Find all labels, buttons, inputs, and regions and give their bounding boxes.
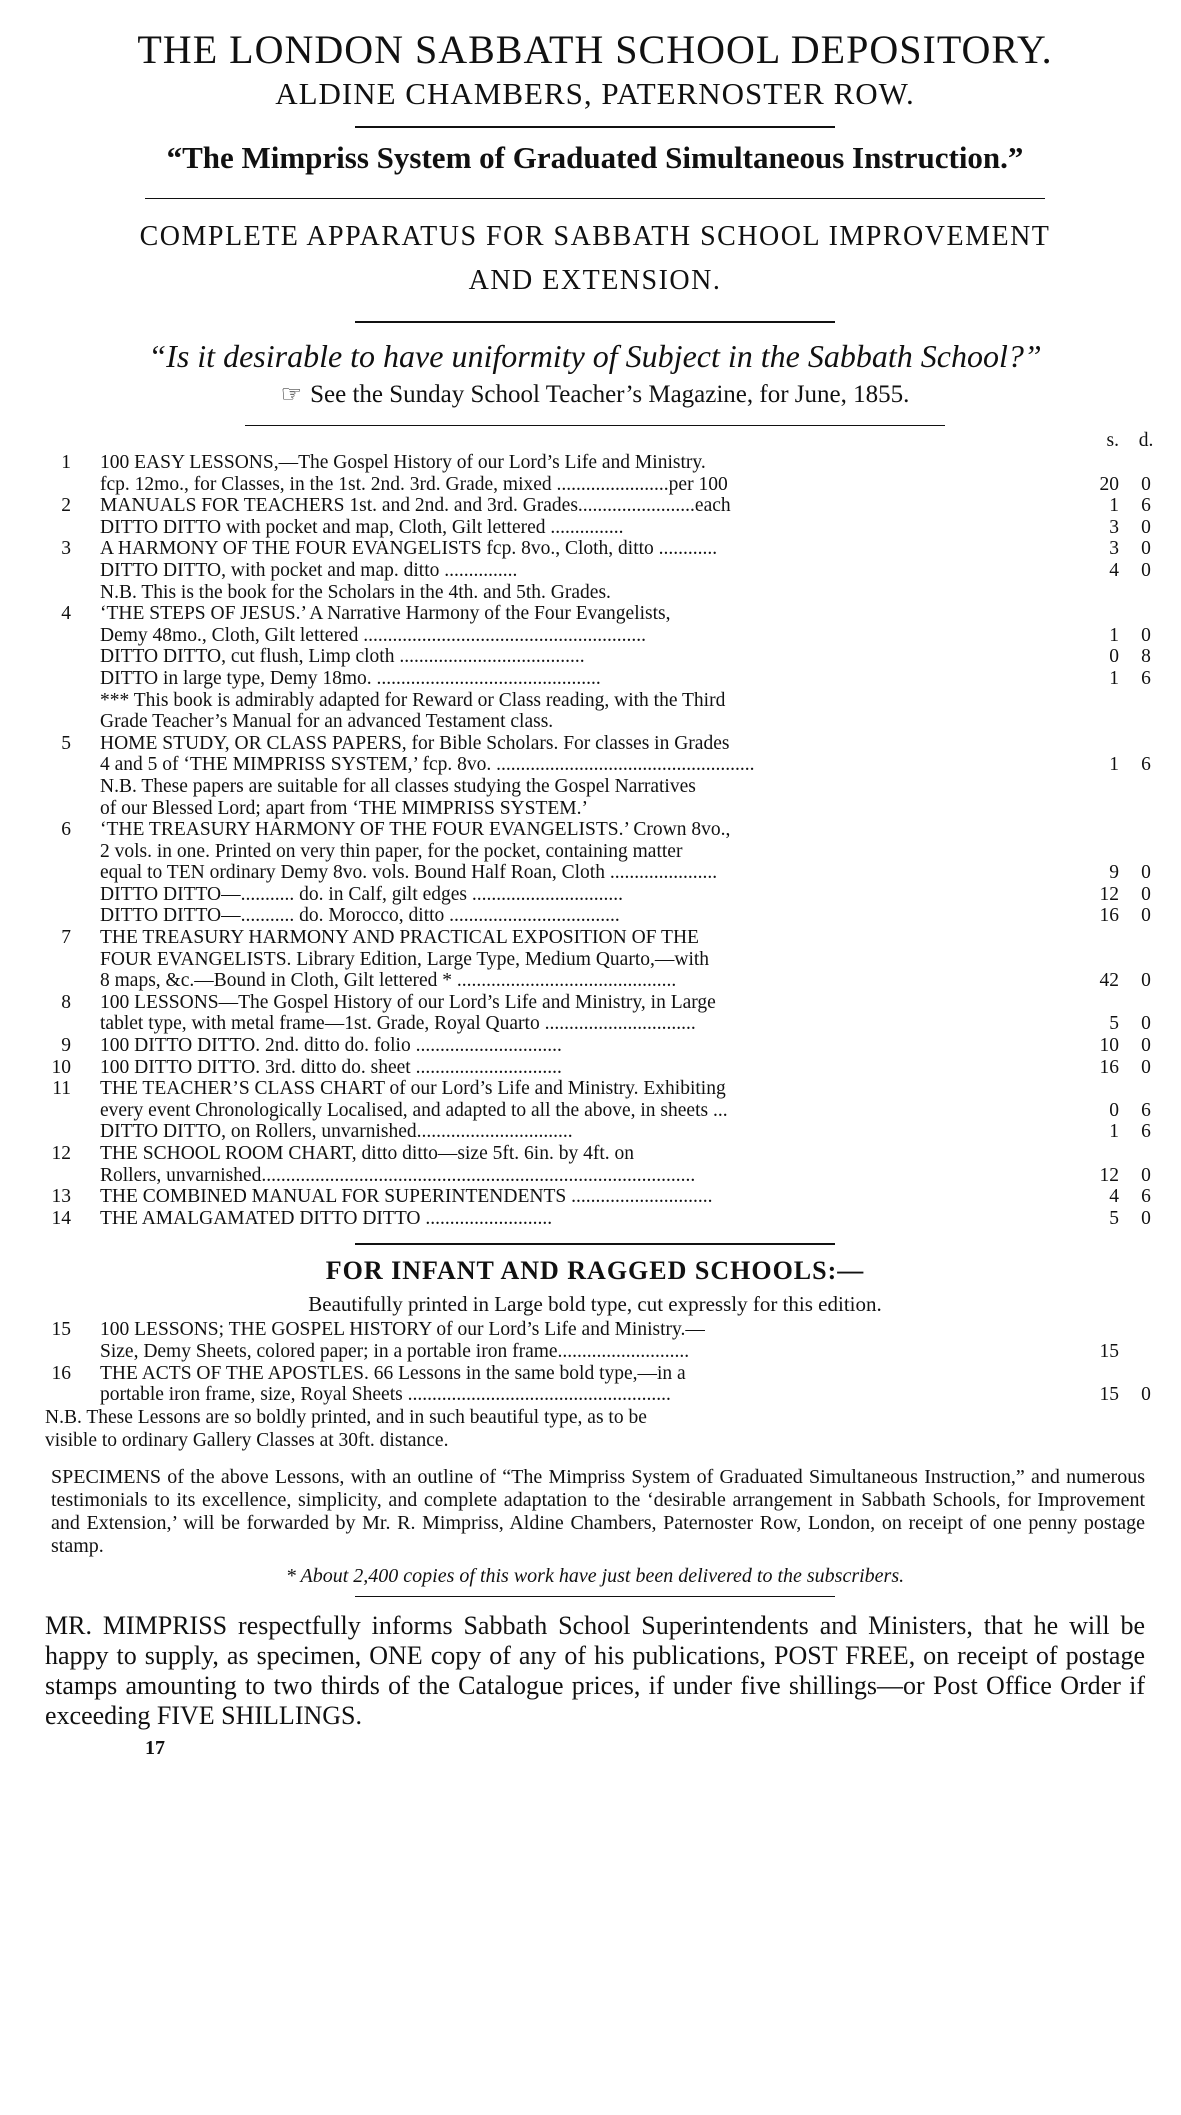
- catalogue-row: [45, 1013, 1151, 1035]
- row-description: 100 EASY LESSONS,—The Gospel History of our Lord’s Life and Ministry.: [100, 452, 706, 473]
- row-description: Size, Demy Sheets, colored paper; in a portable iron frame...........................: [100, 1340, 690, 1362]
- row-shillings: 12: [1099, 1164, 1119, 1186]
- row-description: 100 LESSONS; THE GOSPEL HISTORY of our Lord’s Life and Ministry.—: [100, 1319, 705, 1341]
- row-description: N.B. These papers are suitable for all classes studying the Gospel Narratives: [100, 775, 696, 797]
- row-pence: 8: [1141, 646, 1151, 668]
- catalogue-row: [45, 862, 1151, 884]
- row-description: 100 DITTO DITTO. 3rd. ditto do. sheet ..............................: [100, 1056, 562, 1078]
- row-description: MANUALS FOR TEACHERS 1st. and 2nd. and 3rd. Grades........................each: [100, 495, 731, 517]
- row-description: DITTO DITTO, cut flush, Limp cloth ......................................: [100, 646, 585, 668]
- row-pence: 0: [1141, 905, 1151, 927]
- row-shillings: 10: [1099, 1035, 1119, 1057]
- catalogue-row: [45, 992, 1145, 1014]
- catalogue-row: [45, 970, 1151, 992]
- row-shillings: 3: [1109, 516, 1119, 538]
- catalogue-row: [45, 667, 1151, 690]
- row-number: 15: [51, 1319, 71, 1341]
- row-description: every event Chronologically Localised, and adapted to all the above, in sheets ...: [100, 1099, 728, 1121]
- row-number: 13: [51, 1186, 71, 1208]
- catalogue-row: [45, 841, 1145, 863]
- catalogue-row: [45, 798, 1145, 820]
- row-number: 4: [61, 603, 71, 625]
- row-pence: 6: [1141, 1121, 1151, 1143]
- price-column-header: [45, 430, 1154, 452]
- page-title: THE LONDON SABBATH SCHOOL DEPOSITORY.: [137, 27, 1053, 72]
- catalogue-row: [45, 452, 1145, 474]
- pence-header: d.: [1138, 430, 1154, 451]
- infant-schools-heading: FOR INFANT AND RAGGED SCHOOLS:—: [325, 1256, 865, 1286]
- apparatus-line-1: COMPLETE APPARATUS FOR SABBATH SCHOOL IMPROVEMENT: [139, 221, 1051, 252]
- row-description: 4 and 5 of ‘THE MIMPRISS SYSTEM,’ fcp. 8vo. .....................................................: [100, 754, 755, 776]
- catalogue-row: [45, 776, 1145, 798]
- row-description: N.B. This is the book for the Scholars in the 4th. and 5th. Grades.: [100, 581, 611, 603]
- row-shillings: 1: [1109, 754, 1119, 776]
- row-shillings: 15: [1099, 1384, 1119, 1406]
- row-pence: 6: [1141, 667, 1151, 689]
- row-description: THE TEACHER’S CLASS CHART of our Lord’s Life and Ministry. Exhibiting: [100, 1078, 726, 1100]
- row-shillings: 5: [1109, 1013, 1119, 1035]
- row-pence: 0: [1141, 970, 1151, 992]
- row-description: A HARMONY OF THE FOUR EVANGELISTS fcp. 8vo., Cloth, ditto ............: [100, 538, 718, 560]
- catalogue-row: [45, 1341, 1145, 1363]
- row-description: FOUR EVANGELISTS. Library Edition, Large Type, Medium Quarto,—with: [100, 948, 710, 970]
- row-description: THE SCHOOL ROOM CHART, ditto ditto—size 5ft. 6in. by 4ft. on: [100, 1143, 634, 1164]
- catalogue-row: [45, 1035, 1151, 1057]
- row-shillings: 1: [1109, 495, 1119, 517]
- divider: [245, 425, 945, 426]
- catalogue-row: [45, 1164, 1151, 1187]
- row-description: 100 DITTO DITTO. 2nd. ditto do. folio ..............................: [100, 1035, 562, 1057]
- apparatus-line-2: AND EXTENSION.: [468, 265, 722, 296]
- row-shillings: 0: [1109, 646, 1119, 668]
- divider: [355, 126, 835, 128]
- copies-note: * About 2,400 copies of this work have just been delivered to the subscribers.: [285, 1564, 905, 1587]
- row-number: 7: [61, 927, 71, 949]
- catalogue-row: [45, 1363, 1145, 1385]
- address-line: ALDINE CHAMBERS, PATERNOSTER ROW.: [275, 76, 915, 111]
- row-number: 9: [61, 1035, 71, 1057]
- row-description: Grade Teacher’s Manual for an advanced Testament class.: [100, 711, 554, 733]
- row-shillings: 4: [1109, 1186, 1119, 1208]
- row-description: *** This book is admirably adapted for Reward or Class reading, with the Third: [100, 689, 726, 711]
- row-pence: 0: [1141, 1384, 1151, 1406]
- catalogue-row: [45, 559, 1151, 582]
- row-number: 11: [52, 1078, 71, 1100]
- see-magazine-text: See the Sunday School Teacher’s Magazine, for June, 1855.: [310, 381, 910, 408]
- shillings-header: s.: [1106, 430, 1119, 451]
- row-shillings: 12: [1099, 883, 1119, 905]
- row-description: DITTO DITTO—........... do. Morocco, ditto ...................................: [100, 905, 620, 927]
- row-description: 2 vols. in one. Printed on very thin paper, for the pocket, containing matter: [100, 840, 683, 862]
- row-shillings: 20: [1099, 473, 1119, 495]
- catalogue-row: [45, 1078, 1145, 1100]
- catalogue-row: [45, 733, 1145, 755]
- catalogue-row: [45, 754, 1151, 776]
- row-shillings: 9: [1109, 862, 1119, 884]
- catalogue-row: [45, 819, 1145, 841]
- catalogue-row: [45, 949, 1145, 971]
- closing-notice: MR. MIMPRISS respectfully informs Sabbath School Superintendents and Ministers, that he will be happy to supply, as specimen, ONE copy of any of his publications, POST FREE, on receipt of postage stamps amounting to two thirds of the Catalogue prices, if under five shillings—or Post Office Order if exceeding FIVE SHILLINGS.: [45, 1610, 1145, 1730]
- row-pence: 0: [1141, 1056, 1151, 1078]
- catalogue-row: [45, 883, 1151, 906]
- row-pence: 0: [1141, 1013, 1151, 1035]
- row-description: Demy 48mo., Cloth, Gilt lettered ..........................................................: [100, 624, 646, 646]
- row-pence: 0: [1141, 1035, 1151, 1057]
- row-shillings: 3: [1109, 538, 1119, 560]
- catalogue-row: [45, 690, 1145, 712]
- catalogue-row: [45, 624, 1151, 647]
- row-shillings: 16: [1099, 905, 1119, 927]
- row-description: tablet type, with metal frame—1st. Grade, Royal Quarto ...............................: [100, 1013, 696, 1035]
- row-number: 8: [61, 991, 71, 1013]
- row-number: 16: [51, 1362, 71, 1384]
- catalogue-page: [45, 20, 1154, 1760]
- row-shillings: 16: [1099, 1056, 1119, 1078]
- row-pence: 0: [1141, 516, 1151, 538]
- divider: [355, 1596, 835, 1597]
- infant-price-list: [45, 1319, 1151, 1406]
- catalogue-row: [45, 495, 1151, 517]
- row-description: HOME STUDY, OR CLASS PAPERS, for Bible Scholars. For classes in Grades: [100, 732, 730, 754]
- infant-nb-line-2: visible to ordinary Gallery Classes at 30ft. distance.: [45, 1429, 449, 1451]
- row-pence: 6: [1141, 1186, 1151, 1208]
- infant-nb-line-1: N.B. These Lessons are so boldly printed, and in such beautiful type, as to be: [45, 1406, 647, 1428]
- row-description: equal to TEN ordinary Demy 8vo. vols. Bound Half Roan, Cloth ......................: [100, 862, 718, 884]
- divider: [145, 198, 1045, 199]
- row-description: of our Blessed Lord; apart from ‘THE MIMPRISS SYSTEM.’: [100, 797, 589, 819]
- price-list-rows: [45, 452, 1151, 1229]
- row-description: THE TREASURY HARMONY AND PRACTICAL EXPOSITION OF THE: [100, 927, 699, 949]
- pointing-hand-icon: ☞: [280, 382, 303, 408]
- catalogue-row: [45, 1207, 1151, 1230]
- row-description: 8 maps, &c.—Bound in Cloth, Gilt lettered * .............................................: [100, 970, 677, 992]
- row-description: DITTO DITTO with pocket and map, Cloth, Gilt lettered ...............: [100, 516, 624, 538]
- row-pence: 0: [1141, 538, 1151, 560]
- catalogue-row: [45, 538, 1151, 560]
- row-number: 12: [51, 1143, 71, 1164]
- row-number: 6: [61, 819, 71, 841]
- row-pence: 0: [1141, 624, 1151, 646]
- row-description: THE ACTS OF THE APOSTLES. 66 Lessons in the same bold type,—in a: [100, 1362, 686, 1384]
- system-tagline: “The Mimpriss System of Graduated Simultaneous Instruction.”: [166, 140, 1024, 175]
- row-number: 14: [51, 1207, 71, 1229]
- price-list: [45, 430, 1154, 1229]
- row-description: ‘THE STEPS OF JESUS.’ A Narrative Harmony of the Four Evangelists,: [100, 603, 671, 625]
- catalogue-row: [45, 927, 1145, 949]
- row-shillings: 42: [1099, 970, 1119, 992]
- catalogue-row: [45, 646, 1151, 668]
- catalogue-row: [45, 582, 1145, 604]
- page-number: 17: [145, 1736, 165, 1759]
- catalogue-row: [45, 1056, 1151, 1079]
- row-shillings: 1: [1109, 667, 1119, 689]
- row-description: DITTO DITTO, with pocket and map. ditto ...............: [100, 559, 518, 581]
- catalogue-row: [45, 1121, 1151, 1143]
- catalogue-row: [45, 1186, 1151, 1208]
- infant-schools-subheading: Beautifully printed in Large bold type, cut expressly for this edition.: [308, 1292, 882, 1317]
- row-shillings: 4: [1109, 559, 1119, 581]
- uniformity-question: “Is it desirable to have uniformity of Subject in the Sabbath School?”: [148, 338, 1042, 374]
- row-shillings: 5: [1109, 1207, 1119, 1229]
- row-description: DITTO DITTO, on Rollers, unvarnished................................: [100, 1121, 573, 1143]
- row-shillings: 0: [1109, 1099, 1119, 1121]
- catalogue-row: [45, 516, 1151, 539]
- row-description: THE COMBINED MANUAL FOR SUPERINTENDENTS .............................: [100, 1186, 713, 1208]
- catalogue-row: [45, 603, 1145, 625]
- row-description: THE AMALGAMATED DITTO DITTO ..........................: [100, 1207, 553, 1229]
- row-pence: 6: [1141, 754, 1151, 776]
- row-shillings: 1: [1109, 624, 1119, 646]
- row-number: 3: [61, 538, 71, 560]
- catalogue-row: [45, 711, 1145, 733]
- divider: [355, 321, 835, 323]
- row-shillings: 15: [1099, 1340, 1119, 1362]
- row-pence: 0: [1141, 1164, 1151, 1186]
- specimens-paragraph: SPECIMENS of the above Lessons, with an outline of “The Mimpriss System of Graduated Simultaneous Instruction,” and numerous testimonials to its excellence, simplicity, and complete adaptation to the ‘desirable arrangement in Sabbath Schools, for Improvement and Extension,’ will be forwarded by Mr. R. Mimpriss, Aldine Chambers, Paternoster Row, London, on receipt of one penny postage stamp.: [51, 1465, 1145, 1557]
- see-magazine-line: [45, 377, 1145, 413]
- row-pence: 6: [1141, 1099, 1151, 1121]
- row-number: 5: [61, 732, 71, 754]
- row-description: Rollers, unvarnished.........................................................................................: [100, 1164, 696, 1186]
- row-number: 10: [51, 1056, 71, 1078]
- catalogue-row: [45, 905, 1151, 927]
- row-description: DITTO in large type, Demy 18mo. ..............................................: [100, 667, 601, 689]
- row-number: 2: [61, 495, 71, 517]
- row-pence: 6: [1141, 495, 1151, 517]
- catalogue-row: [45, 1143, 1145, 1165]
- row-pence: 0: [1141, 862, 1151, 884]
- row-pence: 0: [1141, 883, 1151, 905]
- row-shillings: 1: [1109, 1121, 1119, 1143]
- row-description: 100 LESSONS—The Gospel History of our Lord’s Life and Ministry, in Large: [100, 991, 716, 1013]
- catalogue-row: [45, 473, 1151, 496]
- catalogue-row: [45, 1384, 1151, 1406]
- catalogue-row: [45, 1099, 1151, 1122]
- row-pence: 0: [1141, 1207, 1151, 1229]
- catalogue-row: [45, 1319, 1145, 1341]
- row-description: ‘THE TREASURY HARMONY OF THE FOUR EVANGELISTS.’ Crown 8vo.,: [100, 819, 731, 841]
- row-description: fcp. 12mo., for Classes, in the 1st. 2nd. 3rd. Grade, mixed .......................per 100: [100, 473, 728, 495]
- row-description: portable iron frame, size, Royal Sheets ......................................................: [100, 1384, 671, 1406]
- row-description: DITTO DITTO—........... do. in Calf, gilt edges ...............................: [100, 883, 624, 905]
- row-pence: 0: [1141, 473, 1151, 495]
- divider: [355, 1243, 835, 1245]
- infant-list-rows: [45, 1319, 1151, 1406]
- row-number: 1: [61, 452, 71, 473]
- row-pence: 0: [1141, 559, 1151, 581]
